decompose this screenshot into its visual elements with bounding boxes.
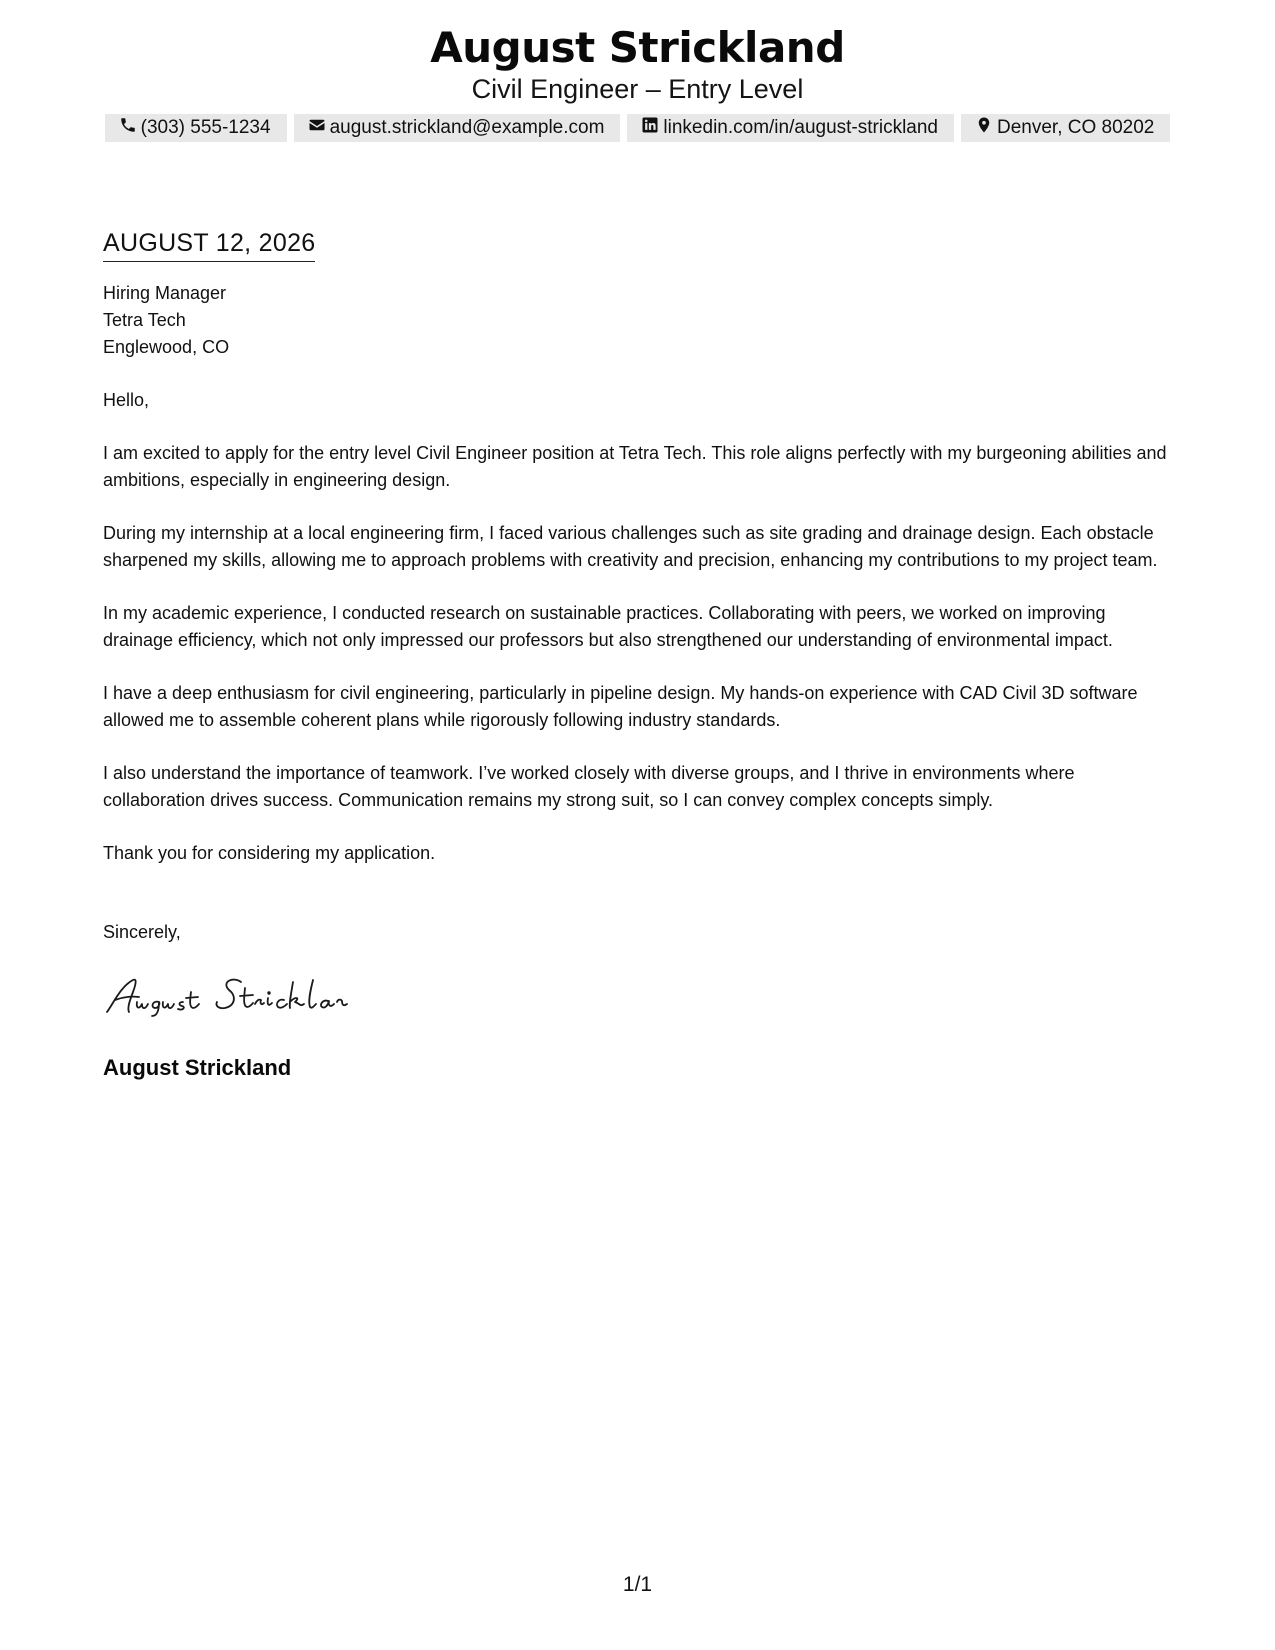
handwritten-signature xyxy=(103,974,373,1018)
page-number: 1/1 xyxy=(622,1573,653,1596)
linkedin-icon xyxy=(641,116,663,140)
letter-body xyxy=(103,226,1178,1082)
contact-phone-text: (303) 555-1234 xyxy=(140,117,271,138)
contact-location-text: Denver, CO 80202 xyxy=(997,117,1155,138)
applicant-name: August Strickland xyxy=(430,23,845,72)
paragraph: I am excited to apply for the entry level Civil Engineer position at Tetra Tech. This role aligns perfectly with my burgeoning abilities and ambitions, especially in engineering design. xyxy=(103,443,1167,490)
recipient-block xyxy=(103,280,1178,361)
recipient-line: Englewood, CO xyxy=(103,337,230,357)
paragraph: I also understand the importance of teamwork. I’ve worked closely with diverse groups, and I thrive in environments where collaboration drives success. Communication remains my strong suit, so I can convey complex concepts simply. xyxy=(103,763,1075,810)
contact-linkedin xyxy=(627,114,954,142)
paragraph: In my academic experience, I conducted research on sustainable practices. Collaborating with peers, we worked on improving drainage efficiency, which not only impressed our professors but also strengthened our understanding of environmental impact. xyxy=(103,603,1113,650)
paragraph: During my internship at a local engineering firm, I faced various challenges such as site grading and drainage design. Each obstacle sharpened my skills, allowing me to approach problems with creativity and precision, enhancing my contributions to my project team. xyxy=(103,523,1158,570)
contact-location xyxy=(961,114,1170,142)
salutation: Hello, xyxy=(103,390,150,410)
letter-paragraphs xyxy=(103,440,1178,867)
contact-email-text: august.strickland@example.com xyxy=(329,117,605,138)
contact-email xyxy=(294,114,621,142)
paragraph: Thank you for considering my application. xyxy=(103,843,436,863)
closing: Sincerely, xyxy=(103,922,181,942)
contact-linkedin-text: linkedin.com/in/august-strickland xyxy=(663,117,938,138)
phone-icon xyxy=(119,116,141,140)
signer-name: August Strickland xyxy=(103,1055,292,1080)
location-pin-icon xyxy=(975,116,997,140)
contact-bar xyxy=(0,114,1275,142)
letter-date: AUGUST 12, 2026 xyxy=(103,226,315,262)
contact-phone xyxy=(105,114,287,142)
recipient-line: Tetra Tech xyxy=(103,310,186,330)
recipient-line: Hiring Manager xyxy=(103,283,227,303)
job-title: Civil Engineer – Entry Level xyxy=(471,74,804,104)
paragraph: I have a deep enthusiasm for civil engineering, particularly in pipeline design. My hands-on experience with CAD Civil 3D software allowed me to assemble coherent plans while rigorously following industry standards. xyxy=(103,683,1138,730)
envelope-icon xyxy=(308,116,330,140)
letter-header xyxy=(0,22,1275,106)
